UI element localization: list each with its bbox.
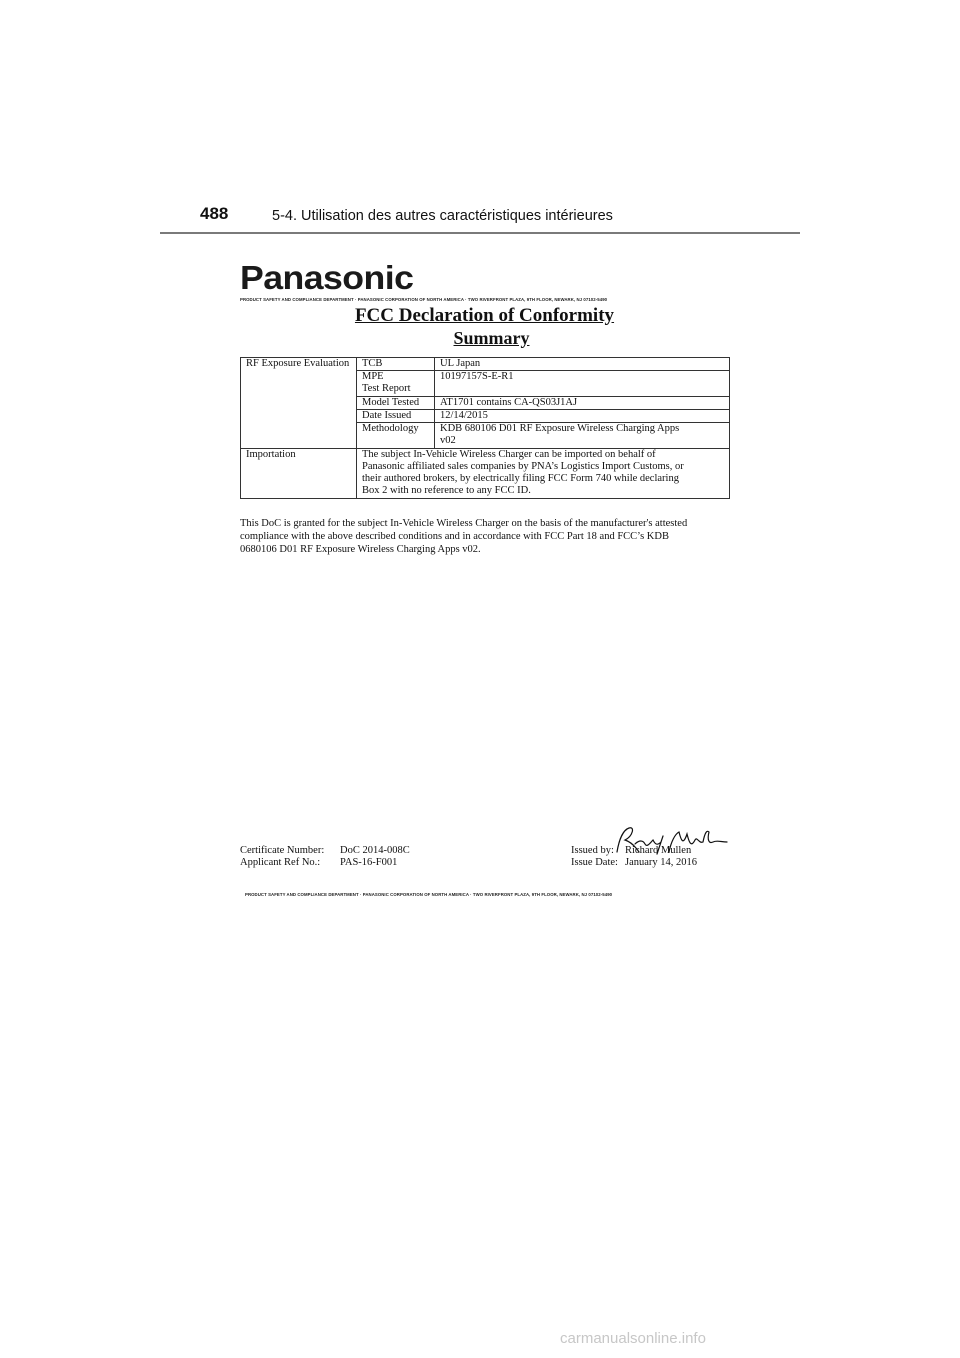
mpe-label-line-1: MPE (362, 371, 384, 382)
mpe-value: 10197157S-E-R1 (435, 371, 730, 397)
doc-paragraph (240, 517, 725, 556)
table-row (241, 358, 730, 371)
method-value-line-2: v02 (440, 435, 456, 446)
issued-by-row (571, 845, 697, 857)
summary-table (240, 357, 730, 499)
mpe-label (357, 371, 435, 397)
importation-value (357, 449, 730, 499)
model-value: AT1701 contains CA-QS03J1AJ (435, 397, 730, 410)
department-line-bottom: PRODUCT SAFETY AND COMPLIANCE DEPARTMENT · PANASONIC CORPORATION OF NORTH AMERICA · TWO RIVERFRONT PLAZA, 9TH FLOOR, NEWARK, NJ 07102-5490 (245, 892, 613, 897)
doc-paragraph-line-1: This DoC is granted for the subject In-Vehicle Wireless Charger on the basis of the manufacturer's attested (240, 518, 688, 529)
certificate-value: DoC 2014-008C (340, 845, 410, 856)
issue-date-label: Issue Date: (571, 857, 618, 868)
certificate-info (240, 845, 410, 869)
importation-line-4: Box 2 with no reference to any FCC ID. (362, 485, 531, 496)
date-value: 12/14/2015 (435, 410, 730, 423)
section-title: 5-4. Utilisation des autres caractéristiques intérieures (272, 208, 613, 224)
document-subtitle-text: Summary (453, 328, 530, 348)
model-label: Model Tested (357, 397, 435, 410)
panasonic-logo: Panasonic (240, 259, 414, 296)
issuer-info (571, 845, 697, 869)
doc-paragraph-line-3: 0680106 D01 RF Exposure Wireless Charging Apps v02. (240, 544, 481, 555)
issue-date-value: January 14, 2016 (625, 857, 698, 868)
issued-by-label: Issued by: (571, 845, 614, 856)
tcb-label: TCB (357, 358, 435, 371)
issue-date-row (571, 857, 697, 869)
importation-line-1: The subject In-Vehicle Wireless Charger can be imported on behalf of (362, 449, 656, 460)
issued-by-value: Richard Mullen (625, 845, 692, 856)
method-value (435, 423, 730, 449)
importation-label: Importation (241, 449, 357, 499)
document-title (233, 305, 728, 327)
table-row (241, 449, 730, 499)
certificate-row (240, 845, 410, 857)
importation-line-2: Panasonic affiliated sales companies by PNA’s Logistics Import Customs, or (362, 461, 684, 472)
header-rule (160, 232, 800, 234)
page-number: 488 (200, 204, 229, 223)
importation-line-3: their authored brokers, by electrically filing FCC Form 740 while declaring (362, 473, 679, 484)
department-line-top: PRODUCT SAFETY AND COMPLIANCE DEPARTMENT · PANASONIC CORPORATION OF NORTH AMERICA · TWO RIVERFRONT PLAZA, 9TH FLOOR, NEWARK, NJ 07102-5490 (240, 297, 608, 302)
method-label: Methodology (357, 423, 435, 449)
date-label: Date Issued (357, 410, 435, 423)
tcb-value: UL Japan (435, 358, 730, 371)
certificate-label: Certificate Number: (240, 845, 325, 856)
fcc-declaration-document (235, 255, 730, 905)
document-subtitle (235, 328, 730, 349)
doc-paragraph-line-2: compliance with the above described conditions and in accordance with FCC Part 18 and FCC’s KDB (240, 531, 669, 542)
page-header (160, 200, 800, 236)
rf-exposure-label: RF Exposure Evaluation (241, 358, 357, 449)
method-value-line-1: KDB 680106 D01 RF Exposure Wireless Charging Apps (440, 423, 680, 434)
applicant-label: Applicant Ref No.: (240, 857, 321, 868)
watermark: carmanualsonline.info (560, 1330, 706, 1347)
mpe-label-line-2: Test Report (362, 383, 411, 394)
applicant-row (240, 857, 410, 869)
applicant-value: PAS-16-F001 (340, 857, 398, 868)
document-title-text: FCC Declaration of Conformity (354, 305, 615, 326)
